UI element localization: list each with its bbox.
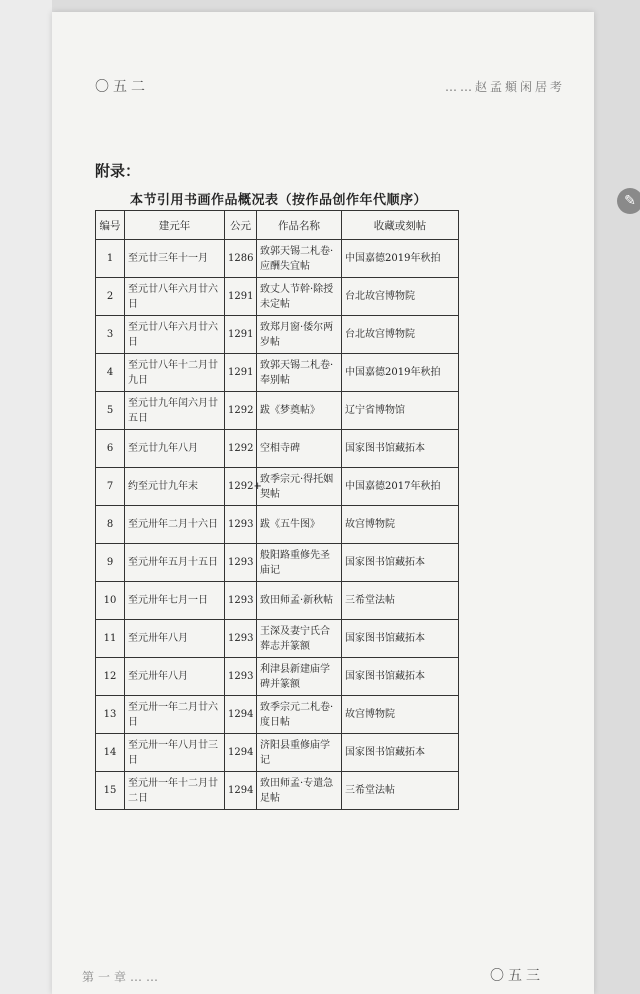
cell-collection: 中国嘉德2019年秋拍 <box>342 240 459 278</box>
cell-collection: 国家图书馆藏拓本 <box>342 620 459 658</box>
page-number-header: 〇五二 <box>95 79 149 95</box>
header-collection: 收藏或刻帖 <box>342 211 459 240</box>
cell-era-date: 至元卅一年八月廿三日 <box>125 734 225 772</box>
cell-era-date: 至元卅一年十二月廿二日 <box>125 772 225 810</box>
cell-era-date: 至元卅年八月 <box>125 658 225 696</box>
artworks-table <box>95 210 459 810</box>
table-row <box>96 506 459 544</box>
cell-era-date: 至元卅年五月十五日 <box>125 544 225 582</box>
cell-ad-year: 1293 <box>225 544 257 582</box>
header-number: 编号 <box>96 211 125 240</box>
table-row <box>96 392 459 430</box>
cell-work-title: 致郑月窗·倭尔两岁帖 <box>257 316 342 354</box>
cell-number: 13 <box>96 696 125 734</box>
table-row <box>96 354 459 392</box>
table-row <box>96 696 459 734</box>
cell-collection: 故宫博物院 <box>342 696 459 734</box>
cell-work-title: 利津县新建庙学碑并篆额 <box>257 658 342 696</box>
chapter-footer: 第一章…… <box>82 970 163 984</box>
table-row <box>96 734 459 772</box>
table-row <box>96 240 459 278</box>
cell-number: 14 <box>96 734 125 772</box>
cell-collection: 三希堂法帖 <box>342 772 459 810</box>
cell-number: 9 <box>96 544 125 582</box>
cell-work-title: 致郭天锡二札卷·应酬失宜帖 <box>257 240 342 278</box>
cell-ad-year: 1292 <box>225 392 257 430</box>
cell-work-title: 王深及妻宁氏合葬志并篆额 <box>257 620 342 658</box>
appendix-heading: 附录： <box>95 162 141 180</box>
cell-number: 5 <box>96 392 125 430</box>
cell-collection: 三希堂法帖 <box>342 582 459 620</box>
cell-work-title: 跋《梦奠帖》 <box>257 392 342 430</box>
cell-collection: 故宫博物院 <box>342 506 459 544</box>
table-row <box>96 430 459 468</box>
cell-collection: 国家图书馆藏拓本 <box>342 734 459 772</box>
cell-ad-year: 1294 <box>225 696 257 734</box>
table-row <box>96 544 459 582</box>
table-row <box>96 278 459 316</box>
cell-era-date: 至元廿八年六月廿六日 <box>125 278 225 316</box>
table-caption: 本节引用书画作品概况表（按作品创作年代顺序） <box>130 193 428 208</box>
cell-ad-year: 1294 <box>225 772 257 810</box>
header-ad-year: 公元 <box>225 211 257 240</box>
cell-collection: 中国嘉德2017年秋拍 <box>342 468 459 506</box>
cell-era-date: 约至元廿九年末 <box>125 468 225 506</box>
cell-era-date: 至元廿九年闰六月廿五日 <box>125 392 225 430</box>
cell-number: 11 <box>96 620 125 658</box>
cell-era-date: 至元廿八年六月廿六日 <box>125 316 225 354</box>
cell-work-title: 致季宗元二札卷·度日帖 <box>257 696 342 734</box>
cell-number: 2 <box>96 278 125 316</box>
cell-collection: 国家图书馆藏拓本 <box>342 430 459 468</box>
cell-collection: 辽宁省博物馆 <box>342 392 459 430</box>
cell-ad-year: 1286 <box>225 240 257 278</box>
table-row <box>96 582 459 620</box>
edit-pencil-icon[interactable]: ✎ <box>617 188 640 214</box>
cell-ad-year: 1292+ <box>225 468 257 506</box>
cell-number: 3 <box>96 316 125 354</box>
table-row <box>96 772 459 810</box>
cell-number: 8 <box>96 506 125 544</box>
cell-work-title: 济阳县重修庙学记 <box>257 734 342 772</box>
cell-ad-year: 1293 <box>225 620 257 658</box>
cell-work-title: 般阳路重修先圣庙记 <box>257 544 342 582</box>
cell-ad-year: 1293 <box>225 658 257 696</box>
cell-work-title: 致郭天锡二札卷·奉别帖 <box>257 354 342 392</box>
table-row <box>96 620 459 658</box>
cell-era-date: 至元卅年二月十六日 <box>125 506 225 544</box>
cell-work-title: 空相寺碑 <box>257 430 342 468</box>
cell-era-date: 至元卅年八月 <box>125 620 225 658</box>
header-work-title: 作品名称 <box>257 211 342 240</box>
page-margin <box>0 0 52 994</box>
cell-number: 6 <box>96 430 125 468</box>
cell-work-title: 跋《五牛图》 <box>257 506 342 544</box>
cell-work-title: 致季宗元·得托姻契帖 <box>257 468 342 506</box>
cell-ad-year: 1293 <box>225 582 257 620</box>
cell-ad-year: 1291 <box>225 316 257 354</box>
cell-number: 10 <box>96 582 125 620</box>
cell-ad-year: 1291 <box>225 354 257 392</box>
cell-collection: 国家图书馆藏拓本 <box>342 658 459 696</box>
cell-number: 12 <box>96 658 125 696</box>
table-row <box>96 658 459 696</box>
running-title: ……赵孟頫闲居考 <box>444 80 565 94</box>
cell-number: 1 <box>96 240 125 278</box>
cell-era-date: 至元廿九年八月 <box>125 430 225 468</box>
cell-era-date: 至元廿八年十二月廿九日 <box>125 354 225 392</box>
table-header-row <box>96 211 459 240</box>
table-row <box>96 468 459 506</box>
page-number-footer: 〇五三 <box>490 968 544 984</box>
cell-work-title: 致田师孟·新秋帖 <box>257 582 342 620</box>
cell-era-date: 至元卅一年二月廿六日 <box>125 696 225 734</box>
cell-collection: 台北故宫博物院 <box>342 278 459 316</box>
cell-number: 7 <box>96 468 125 506</box>
header-era-date: 建元年 <box>125 211 225 240</box>
table-row <box>96 316 459 354</box>
cell-era-date: 至元廿三年十一月 <box>125 240 225 278</box>
cell-ad-year: 1294 <box>225 734 257 772</box>
cell-work-title: 致丈人节幹·除授未定帖 <box>257 278 342 316</box>
cell-number: 4 <box>96 354 125 392</box>
cell-collection: 中国嘉德2019年秋拍 <box>342 354 459 392</box>
cell-collection: 台北故宫博物院 <box>342 316 459 354</box>
cell-ad-year: 1291 <box>225 278 257 316</box>
cell-ad-year: 1292 <box>225 430 257 468</box>
cell-number: 15 <box>96 772 125 810</box>
cell-ad-year: 1293 <box>225 506 257 544</box>
cell-collection: 国家图书馆藏拓本 <box>342 544 459 582</box>
cell-era-date: 至元卅年七月一日 <box>125 582 225 620</box>
cell-work-title: 致田师孟·专遣急足帖 <box>257 772 342 810</box>
